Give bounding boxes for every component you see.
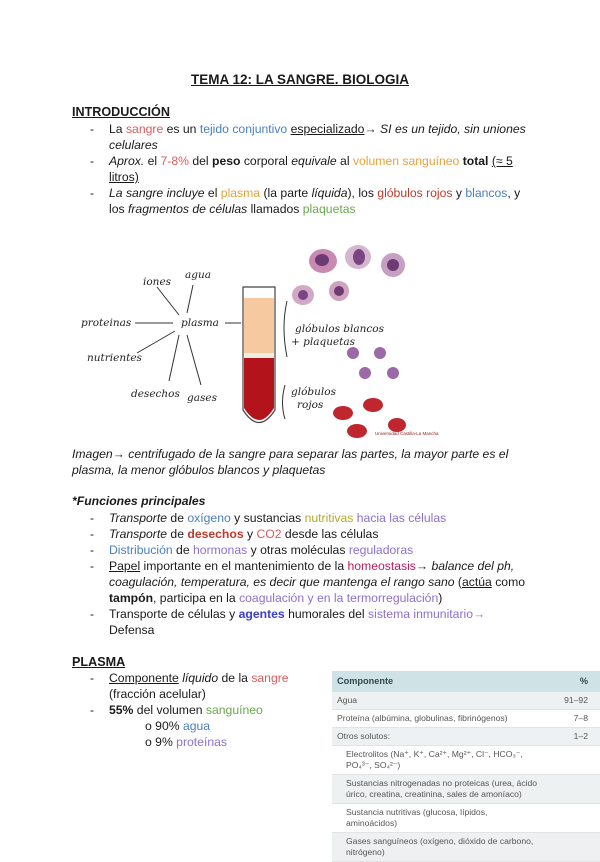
funcion-3: Distribución de hormonas y otras moléculas reguladoras [109, 543, 414, 557]
page-title: TEMA 12: LA SANGRE. BIOLOGIA [190, 72, 409, 87]
bracket [283, 385, 286, 419]
bullet-dash: - [90, 154, 95, 168]
bullet-dash: - [90, 122, 95, 136]
table-row: Electrolitos (Na⁺, K⁺, Ca²⁺, Mg²⁺, Cl⁻, HCO₃⁻, PO₄³⁻, SO₄²⁻) [332, 746, 600, 775]
bullet-dash: - [90, 186, 95, 200]
plasma-sub-1: o 90% agua [145, 719, 211, 733]
intro-bullet-1: La sangre es un tejido conjuntivo especializado→ SI es un tejido, sin uniones [109, 122, 526, 136]
intro-bullet-1-cont: celulares [109, 138, 158, 152]
funcion-4-cont2: tampón, participa en la coagulación y en la termorregulación) [109, 591, 443, 605]
intro-bullet-2: Aprox. el 7-8% del peso corporal equivale al volumen sanguíneo total (≈ 5 [109, 154, 513, 168]
plasma-arrows [135, 285, 241, 385]
bullet-dash: - [90, 703, 95, 717]
table-row: Proteína (albúmina, globulinas, fibrinógenos) 7–8 [332, 710, 600, 728]
label-nutrientes: nutrientes [87, 352, 142, 364]
platelets [347, 347, 399, 379]
bracket [284, 301, 287, 357]
label-globulos-blancos: glóbulos blancos [295, 323, 384, 335]
red-layer [244, 358, 274, 420]
label-plaquetas: + plaquetas [291, 336, 356, 348]
funcion-4-cont: coagulación, temperatura, es decir que mantenga el rango sano (actúa como [109, 575, 526, 589]
white-layer [244, 353, 274, 358]
plasma-layer [244, 298, 274, 353]
header-componente: Componente [332, 671, 543, 692]
bullet-dash: - [90, 607, 95, 621]
label-iones: iones [143, 276, 172, 288]
university-logo: Universidad Castilla-La Mancha [375, 431, 439, 436]
plasma-heading: PLASMA [72, 655, 126, 669]
funcion-2: Transporte de desechos y CO2 desde las células [109, 527, 379, 541]
bullet-dash: - [90, 559, 95, 573]
funcion-5-cont: Defensa [109, 623, 155, 637]
funcion-5: Transporte de células y agentes humorales del sistema inmunitario→ [109, 607, 486, 621]
plasma-bullet-1-cont: (fracción acelular) [109, 687, 206, 701]
figure-caption-2: plasma, la menor glóbulos blancos y plaquetas [72, 463, 326, 477]
label-proteinas: proteinas [81, 317, 132, 329]
intro-heading: INTRODUCCIÓN [72, 105, 170, 119]
intro-bullet-3: La sangre incluye el plasma (la parte líquida), los glóbulos rojos y blancos, y [109, 186, 521, 200]
table-row: Agua 91–92 [332, 692, 600, 710]
bullet-dash: - [90, 543, 95, 557]
table-row: Sustancia nutritivas (glucosa, lípidos, aminoácidos) [332, 804, 600, 833]
label-gases: gases [187, 392, 217, 404]
table-row: Otros solutos: 1–2 [332, 728, 600, 746]
funcion-4: Papel importante en el mantenimiento de la homeostasis→ balance del ph, [109, 559, 515, 573]
bullet-dash: - [90, 671, 95, 685]
intro-bullet-3-cont: los fragmentos de células llamados plaquetas [109, 202, 356, 216]
funcion-1: Transporte de oxígeno y sustancias nutritivas hacia las células [109, 511, 447, 525]
table-row: Sustancias nitrogenadas no proteicas (urea, ácido úrico, creatina, creatinina, sales de amoníaco) [332, 775, 600, 804]
plasma-bullet-2: 55% del volumen sanguíneo [109, 703, 263, 717]
label-rojos: rojos [297, 399, 324, 411]
bullet-dash: - [90, 527, 95, 541]
plasma-bullet-1: Componente líquido de la sangre [109, 671, 289, 685]
label-plasma: plasma [181, 317, 219, 329]
bullet-dash: - [90, 511, 95, 525]
table-header [332, 671, 600, 692]
plasma-sub-2: o 9% proteínas [145, 735, 227, 749]
plasma-composition-table [332, 671, 600, 862]
intro-bullet-2-cont: litros) [109, 170, 139, 184]
figure-caption-1: Imagen→ centrifugado de la sangre para separar las partes, la mayor parte es el [72, 447, 509, 461]
white-blood-cells [292, 245, 405, 305]
header-percent: % [543, 671, 600, 692]
table-row: Gases sanguíneos (oxígeno, dióxido de carbono, nitrógeno) [332, 833, 600, 862]
label-agua: agua [185, 269, 212, 281]
label-desechos: desechos [131, 388, 180, 400]
funciones-heading: *Funciones principales [72, 494, 206, 508]
label-globulos: glóbulos [291, 386, 336, 398]
blood-centrifuge-figure [75, 235, 439, 445]
